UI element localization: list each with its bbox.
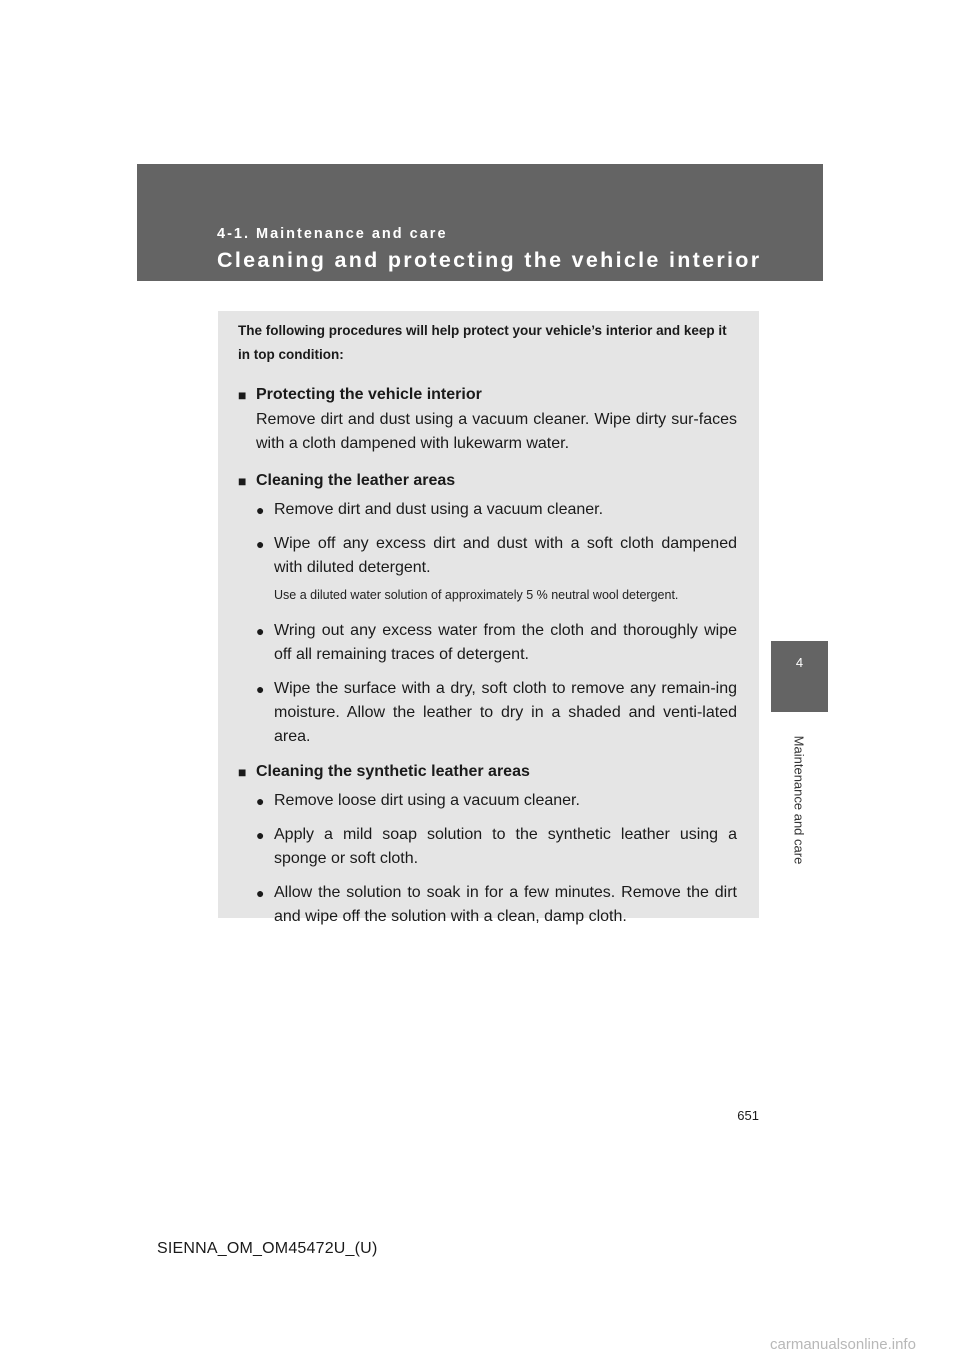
bullet-text: Apply a mild soap solution to the synthetic leather using a sponge or soft cloth. [274,826,737,867]
page-number: 651 [737,1108,759,1123]
bullet-marker: ● [256,885,265,901]
heading-text: Protecting the vehicle interior [256,386,482,403]
bullet-text: Wipe off any excess dirt and dust with a soft cloth dampened with diluted detergent. [274,535,737,576]
content-box [218,311,759,925]
bullet-item [238,881,737,929]
bullet-text: Wring out any excess water from the cloth and thoroughly wipe off all remaining traces of detergent. [274,622,737,663]
bullet-item [238,532,737,580]
bullet-item [238,823,737,871]
bullet-marker: ● [256,502,265,518]
bullet-marker: ● [256,623,265,639]
square-marker: ■ [238,764,247,780]
bullet-marker: ● [256,681,265,697]
bullet-item [238,619,737,667]
bullet-text: Remove loose dirt using a vacuum cleaner. [274,792,580,809]
bullet-text: Allow the solution to soak in for a few minutes. Remove the dirt and wipe off the solution with a clean, damp cloth. [274,884,737,925]
bullet-item [238,498,737,522]
section-leather [238,468,737,749]
section-heading [238,759,737,785]
heading-text: Cleaning the leather areas [256,472,456,489]
section-synthetic-leather [238,759,737,929]
heading-text: Cleaning the synthetic leather areas [256,763,530,780]
bullet-text: Wipe the surface with a dry, soft cloth to remove any remain-ing moisture. Allow the leather to dry in a shaded and venti-lated area. [274,680,737,745]
bullet-marker: ● [256,536,265,552]
chapter-tab [771,641,828,712]
bullet-item [238,677,737,749]
note-text: Use a diluted water solution of approximately 5 % neutral wool detergent. [274,588,679,602]
section-label: 4-1. Maintenance and care [217,226,448,242]
chapter-number: 4 [795,655,804,670]
page-title: Cleaning and protecting the vehicle interior [217,248,762,272]
bullet-item [238,789,737,813]
section-heading [238,382,737,408]
intro-text: The following procedures will help protect your vehicle’s interior and keep it in top condition: [238,323,727,362]
bullet-text: Remove dirt and dust using a vacuum cleaner. [274,501,604,518]
bullet-marker: ● [256,793,265,809]
bullet-marker: ● [256,827,265,843]
page-header [137,164,823,281]
watermark: carmanualsonline.info [770,1336,916,1353]
square-marker: ■ [238,473,247,489]
section-heading [238,468,737,494]
document-code: SIENNA_OM_OM45472U_(U) [157,1240,378,1257]
section-protecting-interior [238,382,737,456]
section-paragraph: Remove dirt and dust using a vacuum cleaner. Wipe dirty sur-faces with a cloth dampened with lukewarm water. [256,411,737,452]
square-marker: ■ [238,387,247,403]
chapter-label: Maintenance and care [791,735,807,865]
